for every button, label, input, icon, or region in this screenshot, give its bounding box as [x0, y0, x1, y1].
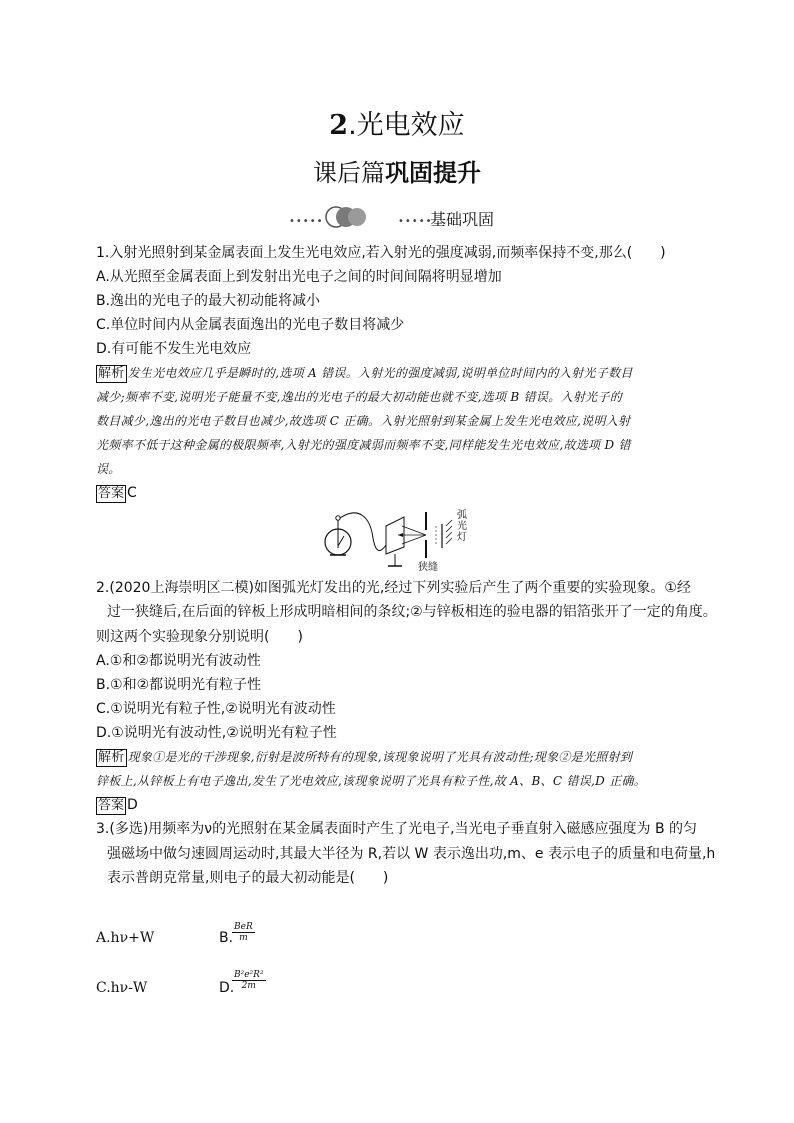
q3-option-d-numerator: B²e²R² [234, 970, 264, 980]
q2-option-b: B.①和②都说明光有粒子性 [96, 677, 262, 693]
section-badge-icon [324, 205, 368, 229]
q1-answer-value: C [127, 485, 137, 501]
page-title [0, 103, 794, 142]
q2-analysis-line: 锌板上,从锌板上有电子逸出,发生了光电效应,该现象说明了光具有粒子性,故 A、B、C 错误,D 正确。 [96, 774, 647, 788]
q2-answer-value: D [127, 797, 138, 813]
q1-analysis-line: 解析 发生光电效应几乎是瞬时的,选项 A 错误。入射光的强度减弱,说明单位时间内的入射光子数目 [98, 366, 633, 381]
q2-analysis-tag: 解析 [98, 750, 125, 765]
title-number: 2 [329, 110, 349, 141]
q1-analysis-line: 减少;频率不变,说明光子能量不变,逸出的光电子的最大初动能也就不变,选项 B 错误。入射光子的 [96, 390, 623, 404]
q1-answer-tag: 答案 [98, 486, 125, 501]
q1-answer [96, 483, 137, 503]
q3-stem-line: 3.(多选)用频率为ν的光照射在某金属表面时产生了光电子,当光电子垂直射入磁感应强度为 B 的匀 [96, 821, 698, 837]
q2-option-d: D.①说明光有波动性,②说明光有粒子性 [96, 725, 337, 741]
q3-option-a: A.hν+W [96, 930, 155, 946]
q2-stem-line: 过一狭缝后,在后面的锌板上形成明暗相间的条纹;②与锌板相连的验电器的铝箔张开了一定的角度。 [107, 604, 717, 620]
q1-option-d: D.有可能不发生光电效应 [96, 341, 252, 357]
q3-option-b-fraction [232, 922, 255, 943]
section-dots-left: ••••• [289, 216, 324, 227]
q3-option-b-prefix: B. [219, 930, 234, 946]
experiment-figure [318, 508, 478, 573]
q3-option-c: C.hν-W [96, 980, 148, 996]
q3-stem-line: 表示普朗克常量,则电子的最大初动能是( ) [107, 870, 389, 886]
q1-option-b: B.逸出的光电子的最大初动能将减小 [96, 293, 321, 309]
q3-option-d-denominator: 2m [241, 981, 256, 991]
section-label: 基础巩固 [430, 210, 495, 229]
page-subtitle [0, 153, 794, 188]
q1-stem: 1.入射光照射到某金属表面上发生光电效应,若入射光的强度减弱,而频率保持不变,那么( ) [96, 245, 666, 261]
subtitle-normal: 课后篇 [313, 159, 385, 187]
q1-analysis-line: 数目减少,逸出的光电子数目也减少,故选项 C 正确。入射光照射到某金属上发生光电效应,说明入射 [96, 414, 631, 428]
q1-analysis-line: 误。 [96, 462, 121, 476]
section-dots-right: ••••• [398, 216, 433, 227]
q2-option-c: C.①说明光有粒子性,②说明光有波动性 [96, 701, 336, 717]
q2-answer-tag: 答案 [98, 798, 125, 813]
q2-stem-line: 2.(2020上海崇明区二模)如图弧光灯发出的光,经过下列实验后产生了两个重要的实验现象。①经 [96, 580, 691, 596]
q2-answer [96, 795, 138, 815]
lamp-label: 弧 光 灯 [457, 510, 467, 543]
q2-stem-line: 则这两个实验现象分别说明( ) [96, 629, 303, 645]
subtitle-bold: 巩固提升 [385, 159, 481, 187]
q3-option-d-fraction [232, 970, 266, 991]
section-header [0, 205, 794, 229]
q1-analysis-line: 光频率不低于这种金属的极限频率,入射光的强度减弱而频率不变,同样能发生光电效应,故选项 D 错 [96, 438, 631, 452]
title-text: .光电效应 [348, 110, 465, 141]
q1-option-c: C.单位时间内从金属表面逸出的光电子数目将减少 [96, 317, 405, 333]
q3-stem-line: 强磁场中做匀速圆周运动时,其最大半径为 R,若以 W 表示逸出功,m、e 表示电子的质量和电荷量,h [107, 846, 716, 862]
experiment-diagram [318, 508, 478, 570]
q2-option-a: A.①和②都说明光有波动性 [96, 653, 261, 669]
q2-analysis-line: 解析 现象①是光的干涉现象,衍射是波所特有的现象,该现象说明了光具有波动性;现象②是光照射到 [98, 750, 633, 765]
slit-label: 狭缝 [418, 562, 438, 573]
q3-option-d-prefix: D. [219, 980, 235, 996]
q1-analysis-tag: 解析 [98, 366, 125, 381]
q3-option-b-denominator: m [239, 933, 248, 943]
q3-option-b-numerator: BeR [234, 922, 253, 932]
q1-option-a: A.从光照至金属表面上到发射出光电子之间的时间间隔将明显增加 [96, 269, 502, 285]
